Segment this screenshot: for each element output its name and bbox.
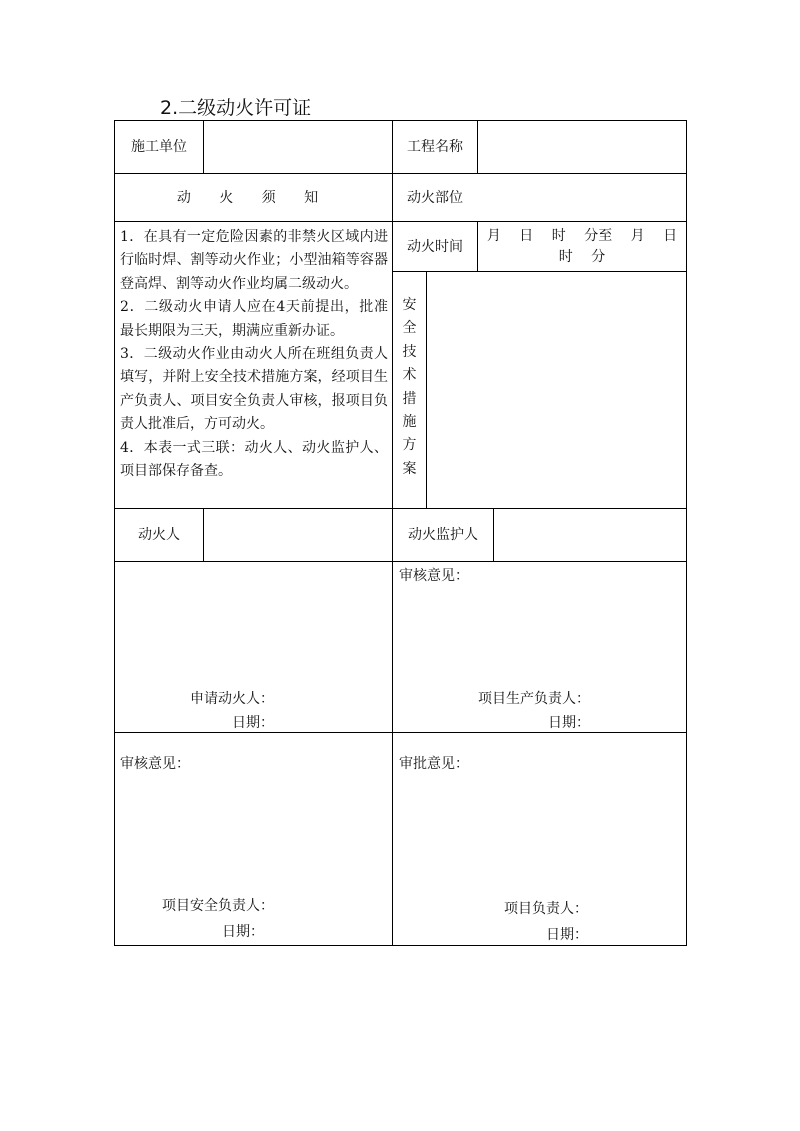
notice-item-3: 3．二级动火作业由动火人所在班组负责人填写，并附上安全技术措施方案，经项目生产负责人、项目安全负责人审核，报项目负责人批准后，方可动火。 (120, 346, 388, 433)
approval-opinion: 审批意见： (399, 756, 469, 772)
approval-label: 项目负责人： (504, 901, 588, 917)
safety-plan-char-1: 安 (402, 297, 417, 313)
safety-plan-char-3: 技 (402, 343, 417, 360)
value-fire-time[interactable]: 月 日 时 分至 月 日 时 分 (486, 227, 678, 265)
approval-date: 日期： (546, 927, 588, 943)
safety-plan-char-7: 方 (402, 437, 417, 454)
rule-notice-top (114, 221, 392, 222)
notice-item-1: 1．在具有一定危险因素的非禁火区域内进行临时焊、割等动火作业；小型油箱等容器登高焊、割等动火作业均属二级动火。 (120, 229, 388, 292)
label-fire-notice: 动 火 须 知 (176, 189, 331, 206)
value-construction-unit[interactable] (204, 121, 392, 173)
fire-notice-list (120, 226, 388, 506)
value-fire-location[interactable] (478, 174, 686, 221)
page-title: 2.二级动火许可证 (160, 97, 312, 119)
value-fire-operator[interactable] (204, 509, 392, 561)
safety-plan-char-8: 案 (402, 460, 417, 477)
label-fire-time: 动火时间 (407, 238, 463, 255)
label-safety-plan (393, 294, 426, 494)
review1-date: 日期： (548, 715, 590, 731)
notice-item-4: 4．本表一式三联：动火人、动火监护人、项目部保存备查。 (120, 439, 388, 480)
value-safety-plan[interactable] (427, 272, 686, 508)
safety-plan-char-4: 术 (402, 367, 417, 384)
rule-col-c (477, 221, 478, 271)
safety-plan-char-6: 施 (402, 414, 417, 431)
label-construction-unit: 施工单位 (131, 139, 187, 155)
border-right (686, 120, 687, 946)
rule-row5 (114, 561, 687, 562)
fire-permit-form (114, 120, 687, 946)
review2-label: 项目安全负责人： (162, 898, 274, 914)
label-fire-supervisor: 动火监护人 (408, 527, 478, 543)
value-fire-supervisor[interactable] (494, 509, 686, 561)
label-fire-operator: 动火人 (138, 527, 180, 543)
border-bottom (114, 945, 687, 946)
applicant-date: 日期： (232, 715, 274, 731)
review1-label: 项目生产负责人： (478, 691, 590, 707)
review2-opinion: 审核意见： (120, 756, 190, 772)
safety-plan-char-5: 措 (402, 390, 417, 407)
label-project-name: 工程名称 (407, 139, 463, 155)
label-fire-location: 动火部位 (407, 189, 463, 206)
applicant-label: 申请动火人： (190, 691, 274, 707)
value-project-name[interactable] (478, 121, 686, 173)
safety-plan-char-2: 全 (402, 320, 417, 337)
review2-date: 日期： (222, 924, 264, 940)
notice-item-2: 2．二级动火申请人应在4天前提出，批准最长期限为三天，期满应重新办证。 (120, 299, 388, 339)
review1-opinion: 审核意见： (399, 568, 469, 584)
